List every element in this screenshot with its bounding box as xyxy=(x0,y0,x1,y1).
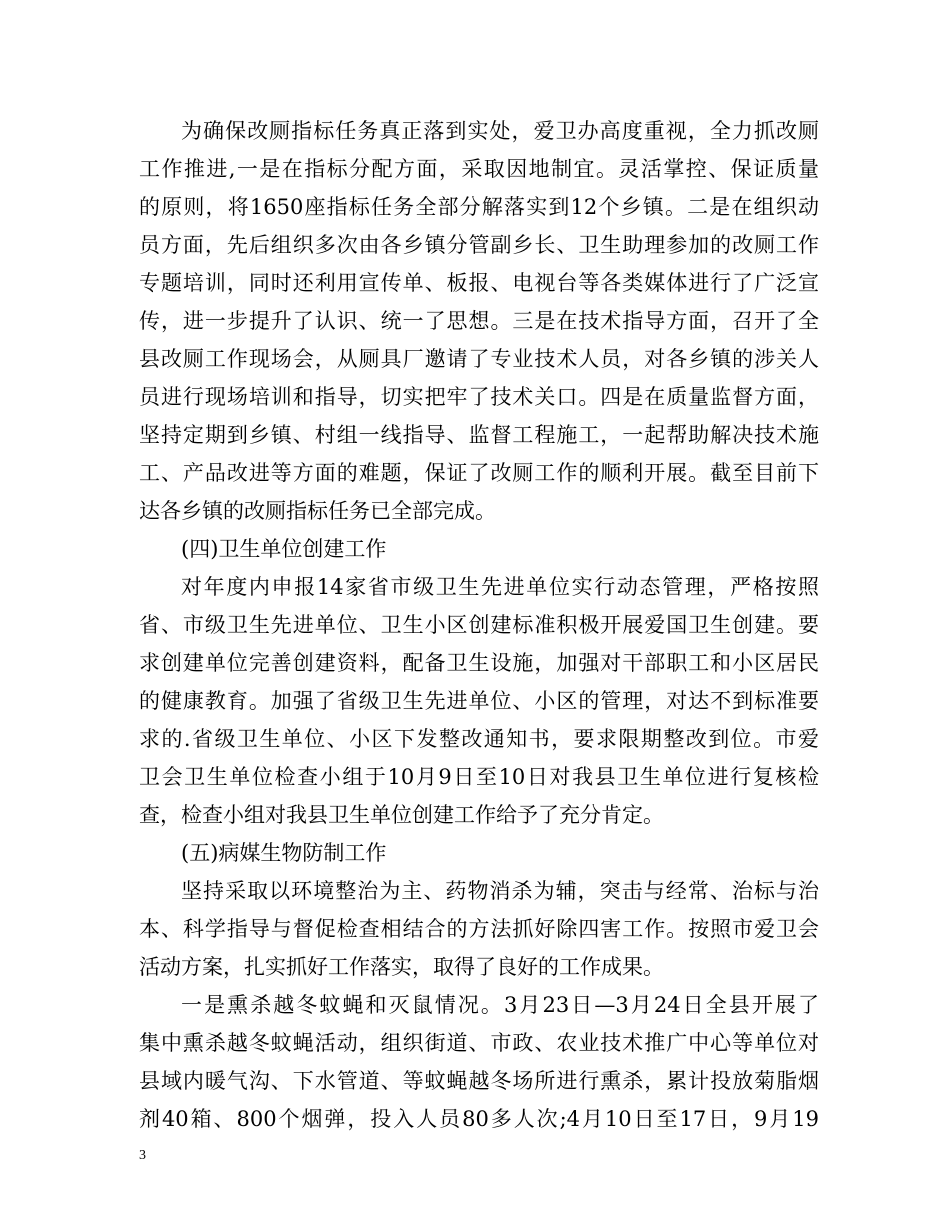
text-line: 坚持定期到乡镇、村组一线指导、监督工程施工，一起帮助解决技术施 xyxy=(139,423,819,447)
text-line: 为确保改厕指标任务真正落到实处，爱卫办高度重视，全力抓改厕 xyxy=(181,119,819,143)
text-line: 求的.省级卫生单位、小区下发整改通知书，要求限期整改到位。市爱 xyxy=(139,727,819,751)
text-line: 的原则，将1650座指标任务全部分解落实到12个乡镇。二是在组织动 xyxy=(139,195,819,219)
text-line: 的健康教育。加强了省级卫生先进单位、小区的管理，对达不到标准要 xyxy=(139,689,819,713)
text-line: 工作推进,一是在指标分配方面，采取因地制宜。灵活掌控、保证质量 xyxy=(139,157,819,181)
text-line: 员进行现场培训和指导，切实把牢了技术关口。四是在质量监督方面， xyxy=(139,385,819,409)
text-line: (五)病媒生物防制工作 xyxy=(181,841,387,865)
text-line: 县改厕工作现场会，从厕具厂邀请了专业技术人员，对各乡镇的涉关人 xyxy=(139,347,819,371)
document-body xyxy=(139,112,819,1138)
text-line: 传，进一步提升了认识、统一了思想。三是在技术指导方面，召开了全 xyxy=(139,309,819,333)
text-line: 卫会卫生单位检查小组于10月9日至10日对我县卫生单位进行复核检 xyxy=(139,765,819,789)
text-line: 查，检查小组对我县卫生单位创建工作给予了充分肯定。 xyxy=(139,803,664,827)
page-number: 3 xyxy=(139,1148,146,1163)
text-line: 活动方案，扎实抓好工作落实，取得了良好的工作成果。 xyxy=(139,955,664,979)
text-line: 工、产品改进等方面的难题，保证了改厕工作的顺利开展。截至目前下 xyxy=(139,461,819,485)
text-line: (四)卫生单位创建工作 xyxy=(181,537,387,561)
text-line: 县域内暖气沟、下水管道、等蚊蝇越冬场所进行熏杀，累计投放菊脂烟 xyxy=(139,1069,819,1093)
text-line: 达各乡镇的改厕指标任务已全部完成。 xyxy=(139,499,496,523)
text-line: 一是熏杀越冬蚊蝇和灭鼠情况。3月23日—3月24日全县开展了 xyxy=(181,993,819,1017)
text-line: 求创建单位完善创建资料，配备卫生设施，加强对干部职工和小区居民 xyxy=(139,651,819,675)
text-line: 本、科学指导与督促检查相结合的方法抓好除四害工作。按照市爱卫会 xyxy=(139,917,819,941)
text-line: 省、市级卫生先进单位、卫生小区创建标准积极开展爱国卫生创建。要 xyxy=(139,613,819,637)
text-line: 集中熏杀越冬蚊蝇活动，组织街道、市政、农业技术推广中心等单位对 xyxy=(139,1031,819,1055)
text-line: 坚持采取以环境整治为主、药物消杀为辅，突击与经常、治标与治 xyxy=(181,879,819,903)
text-line: 员方面，先后组织多次由各乡镇分管副乡长、卫生助理参加的改厕工作 xyxy=(139,233,819,257)
text-line: 对年度内申报14家省市级卫生先进单位实行动态管理，严格按照 xyxy=(181,575,819,599)
text-line: 专题培训，同时还利用宣传单、板报、电视台等各类媒体进行了广泛宣 xyxy=(139,271,819,295)
text-line: 剂40箱、800个烟弹，投入人员80多人次;4月10日至17日，9月19 xyxy=(139,1107,819,1131)
